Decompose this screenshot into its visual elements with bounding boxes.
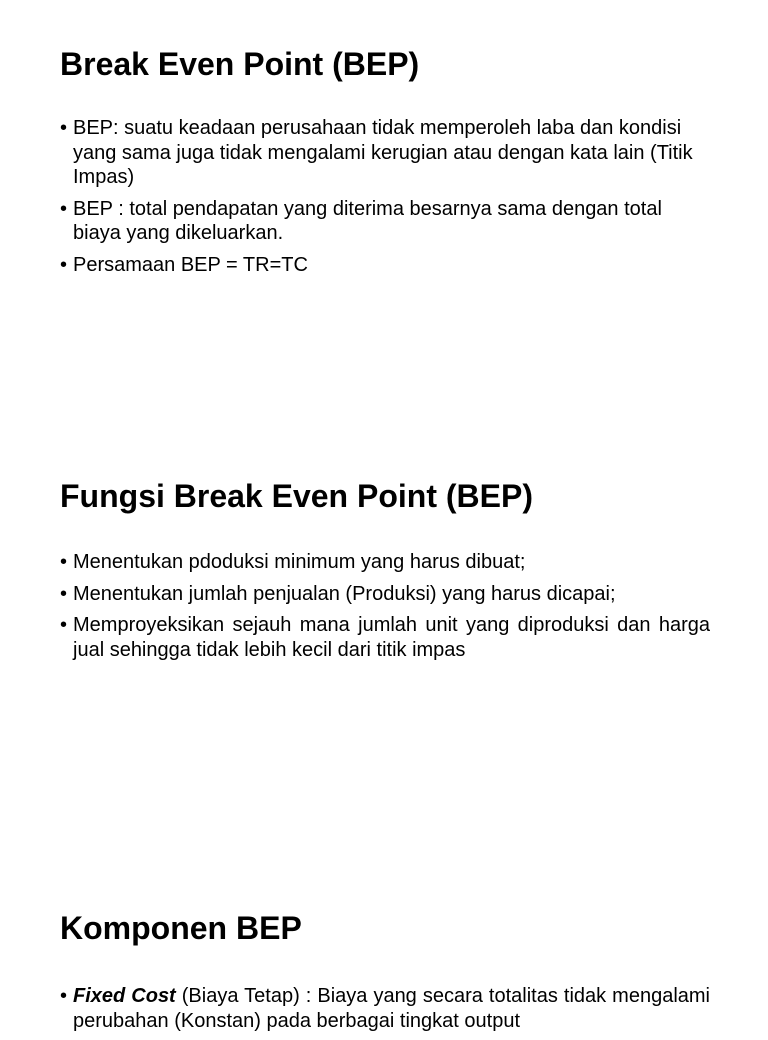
bullet-list xyxy=(60,550,710,662)
bullet-text: Menentukan pdoduksi minimum yang harus dibuat; xyxy=(73,551,526,573)
slide-break-even-point xyxy=(60,46,710,284)
list-item xyxy=(60,116,710,190)
bullet-symbol: • xyxy=(60,551,68,573)
bullet-symbol: • xyxy=(60,253,68,276)
slide-title: Break Even Point (BEP) xyxy=(60,46,420,82)
bullet-symbol: • xyxy=(60,582,68,605)
bullet-text: BEP: suatu keadaan perusahaan tidak memperoleh laba dan kondisi yang sama juga tidak mengalami kerugian atau dengan kata lain (Titik Impas) xyxy=(73,117,693,188)
bullet-text: Memproyeksikan sejauh mana jumlah unit yang diproduksi dan harga jual sehingga tidak lebih kecil dari titik impas xyxy=(73,614,710,661)
bullet-text: Persamaan BEP = TR=TC xyxy=(73,253,308,276)
slide-fungsi-bep xyxy=(60,478,710,669)
slide-title: Komponen BEP xyxy=(60,910,302,946)
list-item xyxy=(60,582,710,607)
list-item xyxy=(60,613,710,662)
list-item xyxy=(60,253,710,278)
bullet-text: Menentukan jumlah penjualan (Produksi) yang harus dicapai; xyxy=(73,582,616,605)
slide-komponen-bep xyxy=(60,910,710,1040)
slide-title: Fungsi Break Even Point (BEP) xyxy=(60,478,533,514)
list-item xyxy=(60,197,710,246)
bullet-symbol: • xyxy=(60,985,68,1007)
term-fixed-cost: Fixed Cost xyxy=(73,985,176,1007)
bullet-text: (Biaya Tetap) : Biaya yang secara totalitas tidak mengalami perubahan (Konstan) pada berbagai tingkat output xyxy=(73,985,710,1032)
list-item xyxy=(60,984,710,1033)
bullet-symbol: • xyxy=(60,117,68,139)
bullet-text: BEP : total pendapatan yang diterima besarnya sama dengan total biaya yang dikeluarkan. xyxy=(73,197,662,244)
bullet-symbol: • xyxy=(60,197,68,220)
bullet-symbol: • xyxy=(60,614,68,636)
bullet-list xyxy=(60,984,710,1033)
list-item xyxy=(60,550,710,575)
bullet-list xyxy=(60,116,710,277)
